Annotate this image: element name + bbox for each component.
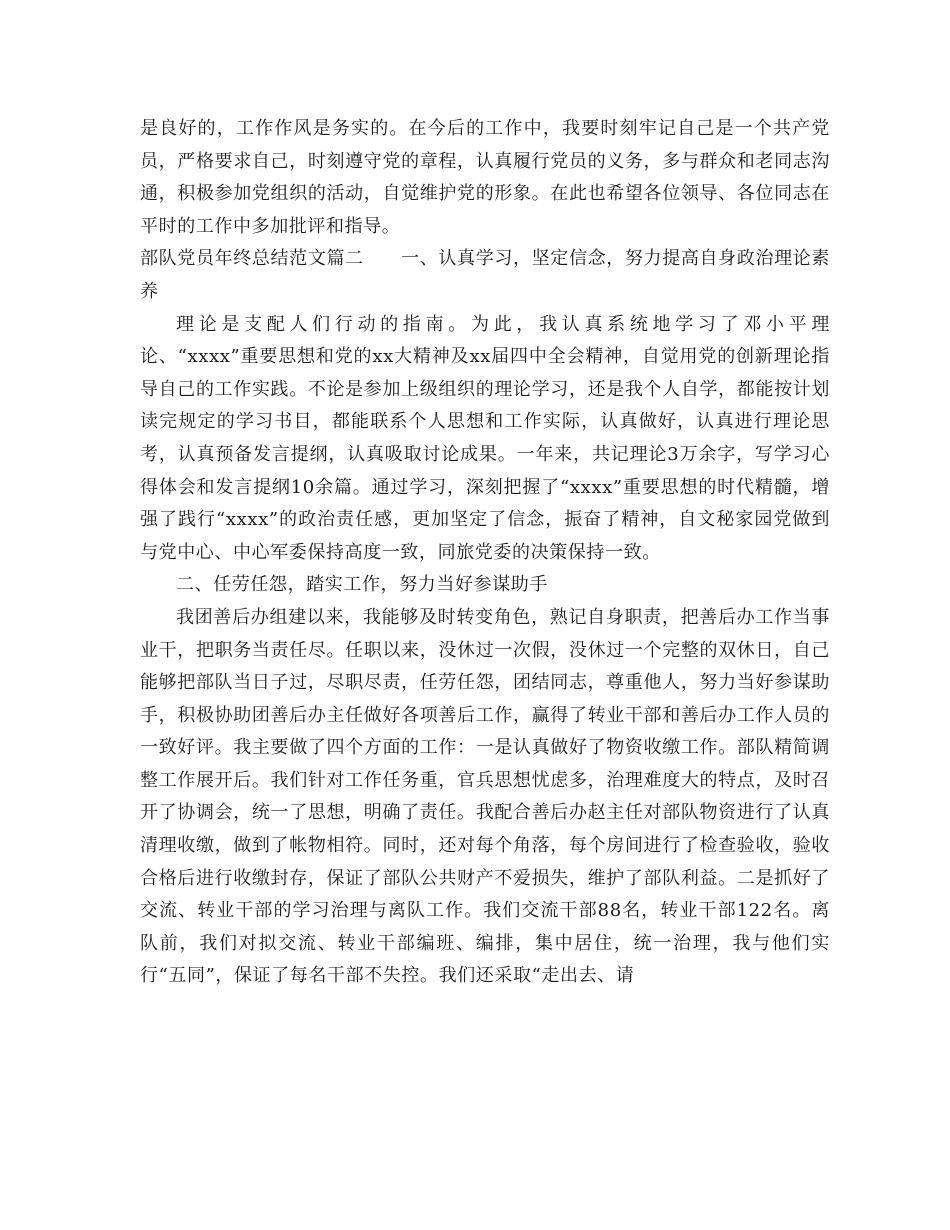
paragraph-aftermath-office-work: 我团善后办组建以来，我能够及时转变角色，熟记自身职责，把善后办工作当事业干，把职务当责任尽。任职以来，没休过一次假，没休过一个完整的双休日，自己能够把部队当日子过，尽职尽责，任劳任怨，团结同志，尊重他人，努力当好参谋助手，积极协助团善后办主任做好各项善后工作，赢得了转业干部和善后办工作人员的一致好评。我主要做了四个方面的工作：一是认真做好了物资收缴工作。部队精简调整工作展开后。我们针对工作任务重，官兵思想忧虑多，治理难度大的特点，及时召开了协调会，统一了思想，明确了责任。我配合善后办赵主任对部队物资进行了认真清理收缴，做到了帐物相符。同时，还对每个角落，每个房间进行了检查验收，验收合格后进行收缴封存，保证了部队公共财产不爱损失，维护了部队利益。二是抓好了交流、转业干部的学习治理与离队工作。我们交流干部88名，转业干部122名。离队前，我们对拟交流、转业干部编班、编排，集中居住，统一治理，我与他们实行“五同”，保证了每名干部不失控。我们还采取“走出去、请 — [140, 606, 830, 987]
paragraph-theory-study: 理论是支配人们行动的指南。为此，我认真系统地学习了邓小平理论、“xxxx”重要思想和党的xx大精神及xx届四中全会精神，自觉用党的创新理论指导自己的工作实践。不论是参加上级组织的理论学习，还是我个人自学，都能按计划读完规定的学习书目，都能联系个人思想和工作实际，认真做好，认真进行理论思考，认真预备发言提纲，认真吸取讨论成果。一年来，共记理论3万余字，写学习心得体会和发言提纲10余篇。通过学习，深刻把握了“xxxx”重要思想的时代精髓，增强了践行“xxxx”的政治责任感，更加坚定了信念，振奋了精神，自文秘家园党做到与党中心、中心军委保持高度一致，同旅党委的决策保持一致。 — [140, 313, 830, 563]
paragraph-closing-previous-article: 是良好的，工作作风是务实的。在今后的工作中，我要时刻牢记自己是一个共产党员，严格要求自己，时刻遵守党的章程，认真履行党员的义务，多与群众和老同志沟通，积极参加党组织的活动，自觉维护党的形象。在此也希望各位领导、各位同志在平时的工作中多加批评和指导。 — [140, 118, 830, 237]
section-heading-2: 二、任劳任怨，踏实工作，努力当好参谋助手 — [176, 574, 548, 596]
document-body — [140, 113, 830, 993]
article-title-and-section-heading: 部队党员年终总结范文篇二 一、认真学习，坚定信念，努力提高自身政治理论素养 — [140, 248, 830, 302]
